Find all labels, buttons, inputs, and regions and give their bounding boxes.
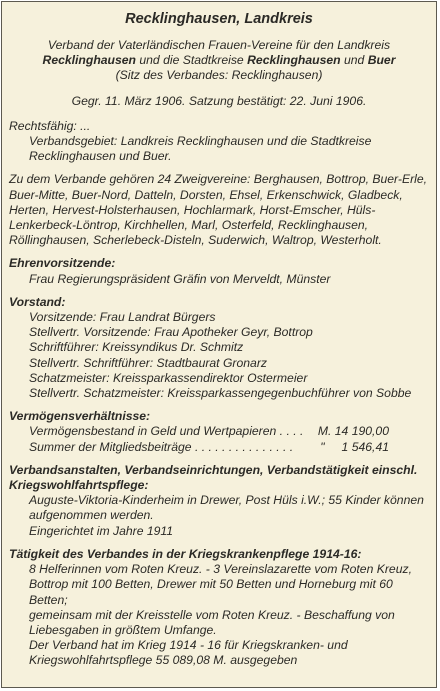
vermoegen-row-label: Vermögensbestand in Geld und Wertpapieren . . . .: [29, 424, 304, 439]
verbandsgebiet-text: Verbandsgebiet: Landkreis Recklinghausen und die Stadtkreise Recklinghausen und Buer.: [29, 134, 372, 164]
intro-line-1: Verband der Vaterländischen Frauen-Vereine für den Landkreis: [47, 38, 391, 52]
intro-line-2: [9, 53, 429, 68]
zweigvereine-text: Zu dem Verbande gehören 24 Zweigvereine: Berghausen, Bottrop, Buer-Erle, Buer-Mitte, Buer-Nord, Datteln, Dorsten, Ehsel, Erkenschwick, Gladbeck, Herten, Hervest-Holsterhausen, Hochlarmark, Horst-Emscher, Hüls-Lenkerbeck-Löntrop, Kirchhellen, Marl, Osterfeld, Recklinghausen, Röllinghausen, Scherlebeck-Disteln, Suderwich, Waltrop, Westerholt.: [9, 172, 428, 248]
kriegskrankenpflege-section: [9, 547, 429, 669]
vermoegen-row-value: " 1 546,41: [320, 439, 389, 454]
vermoegen-row-label: Summer der Mitgliedsbeiträge . . . . . . . . . . . . . . .: [29, 439, 294, 454]
kriegskrankenpflege-text: 8 Helferinnen vom Roten Kreuz. - 3 Vereinslazarette vom Roten Kreuz, Bottrop mit 100 Betten, Drewer mit 50 Betten und Horneburg mit 60 Betten;: [29, 562, 412, 607]
kriegskrankenpflege-text: Der Verband hat im Krieg 1914 - 16 für Kriegskranken- und Kriegswohlfahrtspflege 55 089,08 M. ausgegeben: [29, 638, 348, 668]
intro-name-3: Buer: [367, 53, 396, 68]
vorstand-item: Stellvertr. Vorsitzende: Frau Apotheker Geyr, Bottrop: [29, 325, 313, 340]
kriegskrankenpflege-text: gemeinsam mit der Kreisstelle vom Roten Kreuz. - Beschaffung von Liebesgaben in größtem Umfange.: [29, 607, 395, 637]
intro-text-1: und die Stadtkreise: [135, 53, 248, 68]
vermoegen-row: [9, 440, 429, 455]
vermoegen-row: [9, 424, 429, 439]
rechtsfaehig-label: Rechtsfähig: ...: [9, 118, 91, 133]
vorstand-heading: Vorstand:: [9, 294, 66, 309]
intro-line-3: (Sitz des Verbandes: Recklinghausen): [115, 68, 323, 83]
vorstand-item: Vorsitzende: Frau Landrat Bürgers: [29, 310, 216, 325]
founding-line: Gegr. 11. März 1906. Satzung bestätigt: 22. Juni 1906.: [71, 93, 367, 108]
vermoegen-heading: Vermögensverhältnisse:: [9, 409, 151, 424]
document-card: [1, 1, 437, 688]
ehrenvorsitzende-text: Frau Regierungspräsident Gräfin von Merveldt, Münster: [29, 271, 331, 286]
intro-name-2: Recklinghausen: [247, 53, 341, 68]
rechtsfaehig-section: [9, 119, 429, 165]
vorstand-section: [9, 295, 429, 401]
anstalten-heading: Verbandsanstalten, Verbandseinrichtungen, Verbandstätigkeit einschl. Kriegswohlfahrtspflege:: [9, 462, 418, 493]
vermoegen-section: [9, 409, 429, 455]
intro-text-2: und: [340, 53, 368, 68]
vermoegen-row-value: M. 14 190,00: [317, 424, 389, 439]
anstalten-text: Auguste-Viktoria-Kinderheim in Drewer, Post Hüls i.W.; 55 Kinder können aufgenommen werden.: [29, 493, 424, 523]
intro-name-1: Recklinghausen: [42, 53, 136, 68]
vorstand-item: Stellvertr. Schatzmeister: Kreissparkassengegenbuchführer von Sobbe: [29, 386, 412, 401]
page-title: Recklinghausen, Landkreis: [125, 11, 313, 27]
intro-block: [9, 38, 429, 84]
kriegskrankenpflege-heading: Tätigkeit des Verbandes in der Kriegskrankenpflege 1914-16:: [9, 546, 362, 561]
vorstand-item: Stellvertr. Schriftführer: Stadtbaurat Gronarz: [29, 355, 267, 370]
ehrenvorsitzende-heading: Ehrenvorsitzende:: [9, 256, 116, 271]
vorstand-item: Schatzmeister: Kreissparkassendirektor Ostermeier: [29, 370, 308, 385]
anstalten-year: Eingerichtet im Jahre 1911: [29, 523, 174, 538]
ehrenvorsitzende-section: [9, 256, 429, 286]
anstalten-section: [9, 463, 429, 539]
vorstand-item: Schriftführer: Kreissyndikus Dr. Schmitz: [29, 340, 244, 355]
